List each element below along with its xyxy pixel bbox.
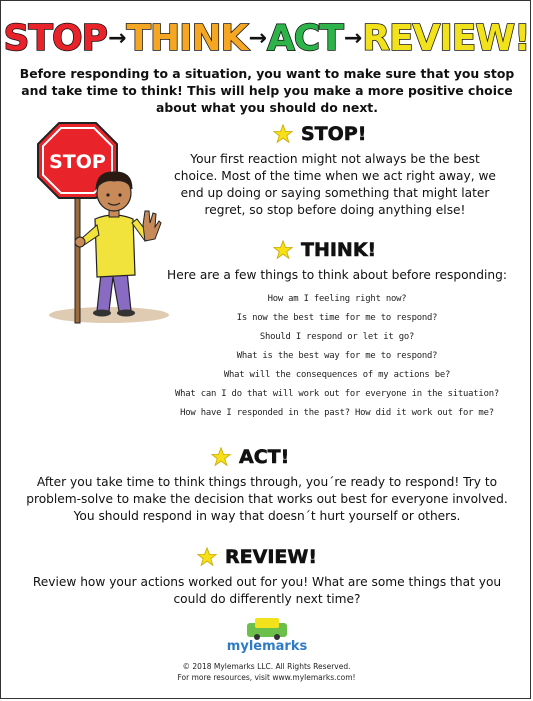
resources-text: For more resources, visit www.mylemarks.com! [177,673,356,682]
title-think: THINK [126,17,248,59]
intro-text: Before responding to a situation, you want to make sure that you stop and take time to think! This will help you make a more positive choice about what you should do next. [19,66,515,115]
act-text: After you take time to think things through, you´re ready to respond! Try to problem-solve to make the decision that works out best for everyone involved. You should respond in way that doesn´t hurt yourself or others. [26,475,508,523]
stop-sign-text: STOP [49,151,106,173]
review-heading-label: REVIEW! [225,546,317,568]
boy-with-stop-sign-illustration [29,115,169,325]
think-heading-label: THINK! [301,239,377,261]
title-review: REVIEW! [362,17,530,59]
list-item: How am I feeling right now? [267,294,407,304]
title-stop: STOP [3,17,107,59]
think-intro: Here are a few things to think about before responding: [167,268,507,282]
act-heading-label: ACT! [239,446,290,468]
star-icon [273,124,293,144]
list-item: What will the consequences of my actions be? [223,370,451,380]
page-title [1,15,532,61]
arrow-icon: → [343,25,362,51]
list-item: What can I do that will work out for everyone in the situation? [174,389,500,399]
logo-text: mylemarks [226,639,308,654]
star-icon [197,547,217,567]
star-icon [273,240,293,260]
title-act: ACT [266,17,343,59]
star-icon [211,447,231,467]
act-heading [211,446,289,468]
list-item: Should I respond or let it go? [259,332,415,342]
think-question-list [163,290,511,423]
arrow-icon: → [248,25,266,51]
stop-text: Your first reaction might not always be the best choice. Most of the time when we act right away, we end up doing or saying something that might later regret, so stop before doing anything else! [174,152,496,217]
list-item: What is the best way for me to respond? [236,351,438,361]
stop-heading-label: STOP! [301,123,367,145]
footer-copyright [1,661,532,683]
arrow-icon: → [107,25,126,51]
stop-heading [273,123,366,145]
review-heading [197,546,317,568]
list-item: Is now the best time for me to respond? [236,313,438,323]
think-heading [273,239,376,261]
list-item: How have I responded in the past? How did it work out for me? [180,408,494,418]
copyright-text: © 2018 Mylemarks LLC. All Rights Reserved. [182,662,351,671]
mylemarks-logo [217,617,317,663]
review-text: Review how your actions worked out for you! What are some things that you could do differently next time? [32,575,502,606]
